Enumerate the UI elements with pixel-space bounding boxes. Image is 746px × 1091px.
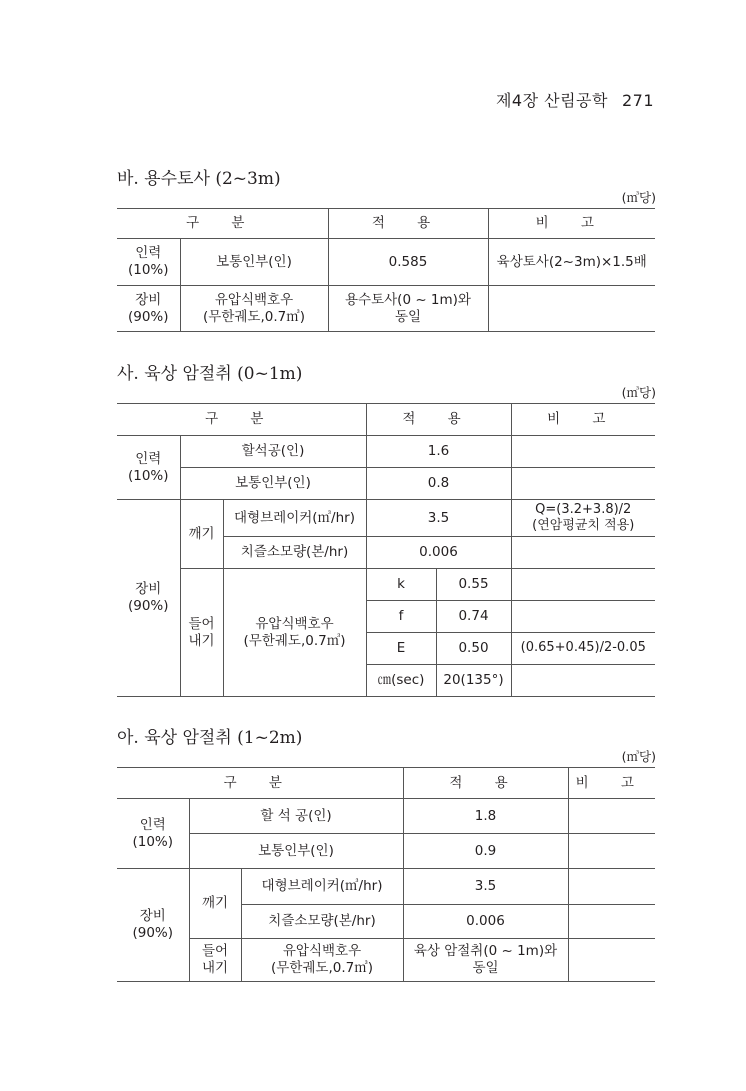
value-cell: 3.5 <box>366 500 511 537</box>
col-header: 적 용 <box>328 209 488 239</box>
param-name-cell: ㎝(sec) <box>366 665 436 697</box>
group-cell: 인력 (10%) <box>117 436 180 500</box>
value-cell: 1.8 <box>403 799 568 834</box>
group-cell: 인력 (10%) <box>117 799 189 869</box>
item-cell: 대형브레이커(㎥/hr) <box>223 500 366 537</box>
param-value-cell: 0.55 <box>436 569 511 601</box>
note-cell <box>511 569 655 601</box>
note-cell <box>568 905 655 939</box>
param-value-cell: 0.50 <box>436 633 511 665</box>
col-header: 적 용 <box>403 768 568 799</box>
note-cell <box>511 665 655 697</box>
table-row <box>117 436 655 468</box>
item-cell: 유압식백호우 (무한궤도,0.7㎥) <box>223 569 366 697</box>
value-cell: 0.9 <box>403 834 568 869</box>
table-row <box>117 500 655 537</box>
table-row <box>117 869 655 905</box>
table-row <box>117 799 655 834</box>
item-cell: 유압식백호우 (무한궤도,0.7㎥) <box>180 286 328 332</box>
param-name-cell: E <box>366 633 436 665</box>
value-cell: 1.6 <box>366 436 511 468</box>
unit-label: (㎥당) <box>621 385 656 400</box>
item-cell: 치즐소모량(본/hr) <box>241 905 403 939</box>
table-header-row <box>117 209 655 239</box>
table-row <box>117 834 655 869</box>
chapter-title: 제4장 산림공학 <box>495 91 608 110</box>
table-row <box>117 239 655 286</box>
note-cell <box>511 601 655 633</box>
value-cell: 0.006 <box>366 537 511 569</box>
col-header: 비 고 <box>568 768 655 799</box>
value-cell: 육상 암절취(0 ~ 1m)와 동일 <box>403 939 568 982</box>
table-header-row <box>117 768 655 799</box>
note-cell <box>511 468 655 500</box>
unit-label: (㎥당) <box>621 190 656 205</box>
item-cell: 보통인부(인) <box>180 239 328 286</box>
value-cell: 3.5 <box>403 869 568 905</box>
note-cell <box>568 834 655 869</box>
col-header: 구 분 <box>117 768 403 799</box>
note-cell <box>511 537 655 569</box>
note-cell <box>568 799 655 834</box>
param-name-cell: k <box>366 569 436 601</box>
note-cell: 육상토사(2~3m)×1.5배 <box>488 239 655 286</box>
table-row <box>117 939 655 982</box>
value-cell: 0.006 <box>403 905 568 939</box>
item-cell: 대형브레이커(㎥/hr) <box>241 869 403 905</box>
page-header <box>496 88 654 111</box>
item-cell: 유압식백호우 (무한궤도,0.7㎥) <box>241 939 403 982</box>
note-cell <box>488 286 655 332</box>
subgroup-cell: 들어 내기 <box>189 939 241 982</box>
note-cell: Q=(3.2+3.8)/2 (연암평균치 적용) <box>511 500 655 537</box>
param-name-cell: f <box>366 601 436 633</box>
section-title-sa: 사. 육상 암절취 (0~1m) <box>117 364 303 384</box>
table-row <box>117 569 655 601</box>
note-cell <box>568 869 655 905</box>
table-row <box>117 468 655 500</box>
table-header-row <box>117 404 655 436</box>
section-title-a: 아. 육상 암절취 (1~2m) <box>117 728 303 748</box>
col-header: 적 용 <box>366 404 511 436</box>
col-header: 구 분 <box>117 404 366 436</box>
value-cell: 0.8 <box>366 468 511 500</box>
param-value-cell: 0.74 <box>436 601 511 633</box>
col-header: 비 고 <box>488 209 655 239</box>
subgroup-cell: 들어 내기 <box>180 569 223 697</box>
item-cell: 보통인부(인) <box>189 834 403 869</box>
unit-label: (㎥당) <box>621 749 656 764</box>
item-cell: 할석공(인) <box>180 436 366 468</box>
subgroup-cell: 깨기 <box>189 869 241 939</box>
section-title-ba: 바. 용수토사 (2~3m) <box>117 169 281 189</box>
note-cell <box>568 939 655 982</box>
group-cell: 장비 (90%) <box>117 500 180 697</box>
page-number: 271 <box>621 91 654 110</box>
table-row <box>117 286 655 332</box>
item-cell: 치즐소모량(본/hr) <box>223 537 366 569</box>
item-cell: 할 석 공(인) <box>189 799 403 834</box>
item-cell: 보통인부(인) <box>180 468 366 500</box>
param-value-cell: 20(135°) <box>436 665 511 697</box>
value-cell: 0.585 <box>328 239 488 286</box>
value-cell: 용수토사(0 ~ 1m)와 동일 <box>328 286 488 332</box>
subgroup-cell: 깨기 <box>180 500 223 569</box>
table-ba <box>117 208 655 332</box>
col-header: 비 고 <box>511 404 655 436</box>
note-cell <box>511 436 655 468</box>
table-a <box>117 767 655 982</box>
group-cell: 장비 (90%) <box>117 869 189 982</box>
col-header: 구 분 <box>117 209 328 239</box>
group-cell: 인력 (10%) <box>117 239 180 286</box>
table-sa <box>117 403 655 697</box>
group-cell: 장비 (90%) <box>117 286 180 332</box>
note-cell: (0.65+0.45)/2-0.05 <box>511 633 655 665</box>
